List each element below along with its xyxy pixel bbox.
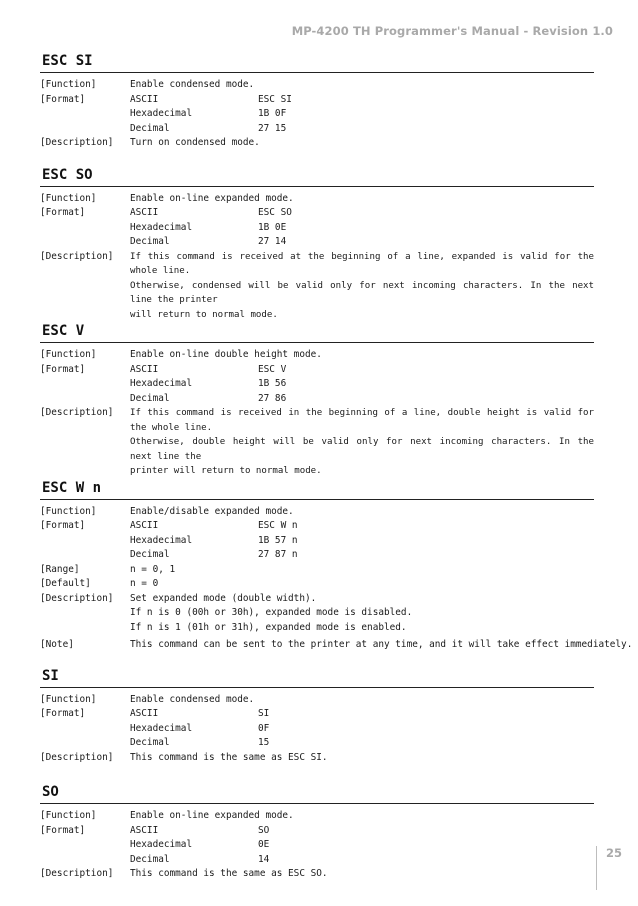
format-hex-row — [40, 838, 594, 853]
ascii-label: ASCII — [130, 207, 159, 218]
format-hex-row — [40, 722, 594, 737]
description-row — [40, 250, 594, 279]
ascii-label: ASCII — [130, 708, 159, 719]
description-text: Otherwise, condensed will be valid only for next incoming characters. In the next line the printer — [130, 280, 594, 305]
hex-label: Hexadecimal — [130, 378, 193, 389]
section-so — [40, 783, 594, 882]
function-label: [Function] — [40, 349, 97, 360]
ascii-label: ASCII — [130, 363, 159, 375]
description-text: This command is the same as ESC SO. — [130, 868, 328, 879]
function-row — [40, 693, 594, 708]
note-text: This command can be sent to the printer at any time, and it will take effect immediately. — [130, 639, 633, 650]
function-label: [Function] — [40, 810, 97, 821]
section-si — [40, 667, 594, 766]
format-label: [Format] — [40, 207, 86, 218]
ascii-value: ESC W n — [258, 520, 298, 531]
dec-value: 27 14 — [258, 236, 287, 247]
section-divider — [40, 186, 594, 187]
format-ascii-row — [40, 93, 594, 108]
function-row — [40, 505, 594, 520]
format-dec-row — [40, 122, 594, 137]
function-row — [40, 78, 594, 93]
dec-label: Decimal — [130, 392, 170, 404]
description-label: [Description] — [40, 592, 114, 604]
page-number: 25 — [606, 846, 623, 860]
note-row — [40, 638, 633, 653]
function-text: Enable condensed mode. — [130, 79, 255, 90]
section-esc-si — [40, 52, 594, 151]
format-hex-row — [40, 221, 594, 236]
description-row — [40, 592, 594, 607]
function-label: [Function] — [40, 505, 97, 517]
function-label: [Function] — [40, 79, 97, 90]
format-ascii-row — [40, 519, 594, 534]
description-row — [40, 279, 594, 308]
section-divider — [40, 499, 594, 500]
description-label: [Description] — [40, 250, 114, 262]
hex-value: 1B 56 — [258, 378, 287, 389]
hex-value: 1B 0F — [258, 108, 287, 119]
note-label: [Note] — [40, 639, 74, 650]
format-ascii-row — [40, 363, 594, 378]
format-hex-row — [40, 377, 594, 392]
description-text: Set expanded mode (double width). — [130, 592, 317, 604]
function-label: [Function] — [40, 693, 97, 705]
ascii-value: SI — [258, 708, 270, 719]
dec-label: Decimal — [130, 122, 170, 134]
format-hex-row — [40, 107, 594, 122]
default-row — [40, 577, 594, 592]
description-text: If n is 1 (01h or 31h), expanded mode is enabled. — [130, 621, 407, 633]
description-text: Otherwise, double height will be valid only for next incoming characters. In the next line the — [130, 437, 594, 462]
function-row — [40, 809, 594, 824]
description-text: If this command is received at the beginning of a line, expanded is valid for the whole line. — [130, 251, 594, 276]
function-text: Enable condensed mode. — [130, 693, 255, 705]
default-value: n = 0 — [130, 578, 159, 589]
default-label: [Default] — [40, 578, 91, 589]
dec-value: 27 87 n — [258, 549, 298, 560]
description-row — [40, 621, 594, 636]
format-dec-row — [40, 392, 594, 407]
function-text: Enable on-line expanded mode. — [130, 192, 294, 204]
function-label: [Function] — [40, 192, 97, 204]
dec-value: 15 — [258, 737, 270, 748]
command-title: ESC SO — [42, 166, 93, 183]
command-title: ESC W n — [42, 479, 102, 496]
section-esc-w-n — [40, 479, 633, 653]
description-label: [Description] — [40, 751, 114, 763]
hex-value: 1B 0E — [258, 221, 287, 233]
format-label: [Format] — [40, 363, 86, 375]
format-label: [Format] — [40, 824, 86, 836]
range-value: n = 0, 1 — [130, 563, 176, 575]
command-title: ESC V — [42, 323, 85, 339]
function-text: Enable on-line expanded mode. — [130, 810, 294, 821]
description-text: If n is 0 (00h or 30h), expanded mode is disabled. — [130, 607, 413, 618]
range-label: [Range] — [40, 563, 80, 575]
description-text: printer will return to normal mode. — [130, 466, 322, 476]
description-row — [40, 406, 594, 435]
ascii-label: ASCII — [130, 93, 159, 105]
dec-value: 14 — [258, 853, 270, 865]
section-esc-v — [40, 322, 594, 479]
section-divider — [40, 687, 594, 688]
hex-label: Hexadecimal — [130, 722, 193, 734]
ascii-value: SO — [258, 824, 270, 836]
format-label: [Format] — [40, 520, 86, 531]
ascii-label: ASCII — [130, 520, 159, 531]
ascii-value: ESC V — [258, 363, 287, 375]
format-dec-row — [40, 235, 594, 250]
description-label: [Description] — [40, 407, 114, 418]
hex-label: Hexadecimal — [130, 108, 193, 119]
hex-value: 0F — [258, 722, 270, 734]
command-title: ESC SI — [42, 53, 93, 69]
dec-value: 27 15 — [258, 122, 287, 134]
hex-value: 1B 57 n — [258, 534, 298, 546]
description-label: [Description] — [40, 868, 114, 879]
function-row — [40, 348, 594, 363]
function-text: Enable on-line double height mode. — [130, 349, 322, 360]
format-ascii-row — [40, 824, 594, 839]
description-text: If this command is received in the beginning of a line, double height is valid for the whole line. — [130, 408, 594, 433]
hex-label: Hexadecimal — [130, 221, 193, 233]
description-label: [Description] — [40, 137, 114, 148]
format-ascii-row — [40, 707, 594, 722]
dec-label: Decimal — [130, 549, 170, 560]
section-divider — [40, 803, 594, 804]
description-text: Turn on condensed mode. — [130, 137, 260, 148]
format-dec-row — [40, 853, 594, 868]
dec-value: 27 86 — [258, 392, 287, 404]
range-row — [40, 563, 594, 578]
section-esc-so — [40, 166, 594, 323]
dec-label: Decimal — [130, 737, 170, 748]
format-ascii-row — [40, 206, 594, 221]
description-text: This command is the same as ESC SI. — [130, 751, 328, 763]
description-row — [40, 606, 594, 621]
command-title: SI — [42, 667, 59, 684]
section-divider — [40, 342, 594, 343]
ascii-label: ASCII — [130, 824, 159, 836]
dec-label: Decimal — [130, 236, 170, 247]
ascii-value: ESC SO — [258, 207, 292, 218]
format-hex-row — [40, 534, 594, 549]
description-text: will return to normal mode. — [130, 309, 278, 320]
command-title: SO — [42, 784, 59, 800]
description-row — [40, 136, 594, 151]
description-row — [40, 867, 594, 882]
format-dec-row — [40, 736, 594, 751]
hex-value: 0E — [258, 839, 270, 850]
hex-label: Hexadecimal — [130, 534, 193, 546]
format-label: [Format] — [40, 93, 86, 105]
description-row — [40, 464, 594, 479]
format-dec-row — [40, 548, 594, 563]
description-row — [40, 308, 594, 323]
running-header: MP-4200 TH Programmer's Manual - Revision 1.0 — [291, 24, 613, 38]
function-text: Enable/disable expanded mode. — [130, 505, 294, 517]
description-row — [40, 435, 594, 464]
page-number-divider — [596, 846, 597, 890]
hex-label: Hexadecimal — [130, 839, 193, 850]
dec-label: Decimal — [130, 853, 170, 865]
function-row — [40, 192, 594, 207]
format-label: [Format] — [40, 708, 86, 719]
description-row — [40, 751, 594, 766]
ascii-value: ESC SI — [258, 93, 292, 105]
section-divider — [40, 72, 594, 73]
